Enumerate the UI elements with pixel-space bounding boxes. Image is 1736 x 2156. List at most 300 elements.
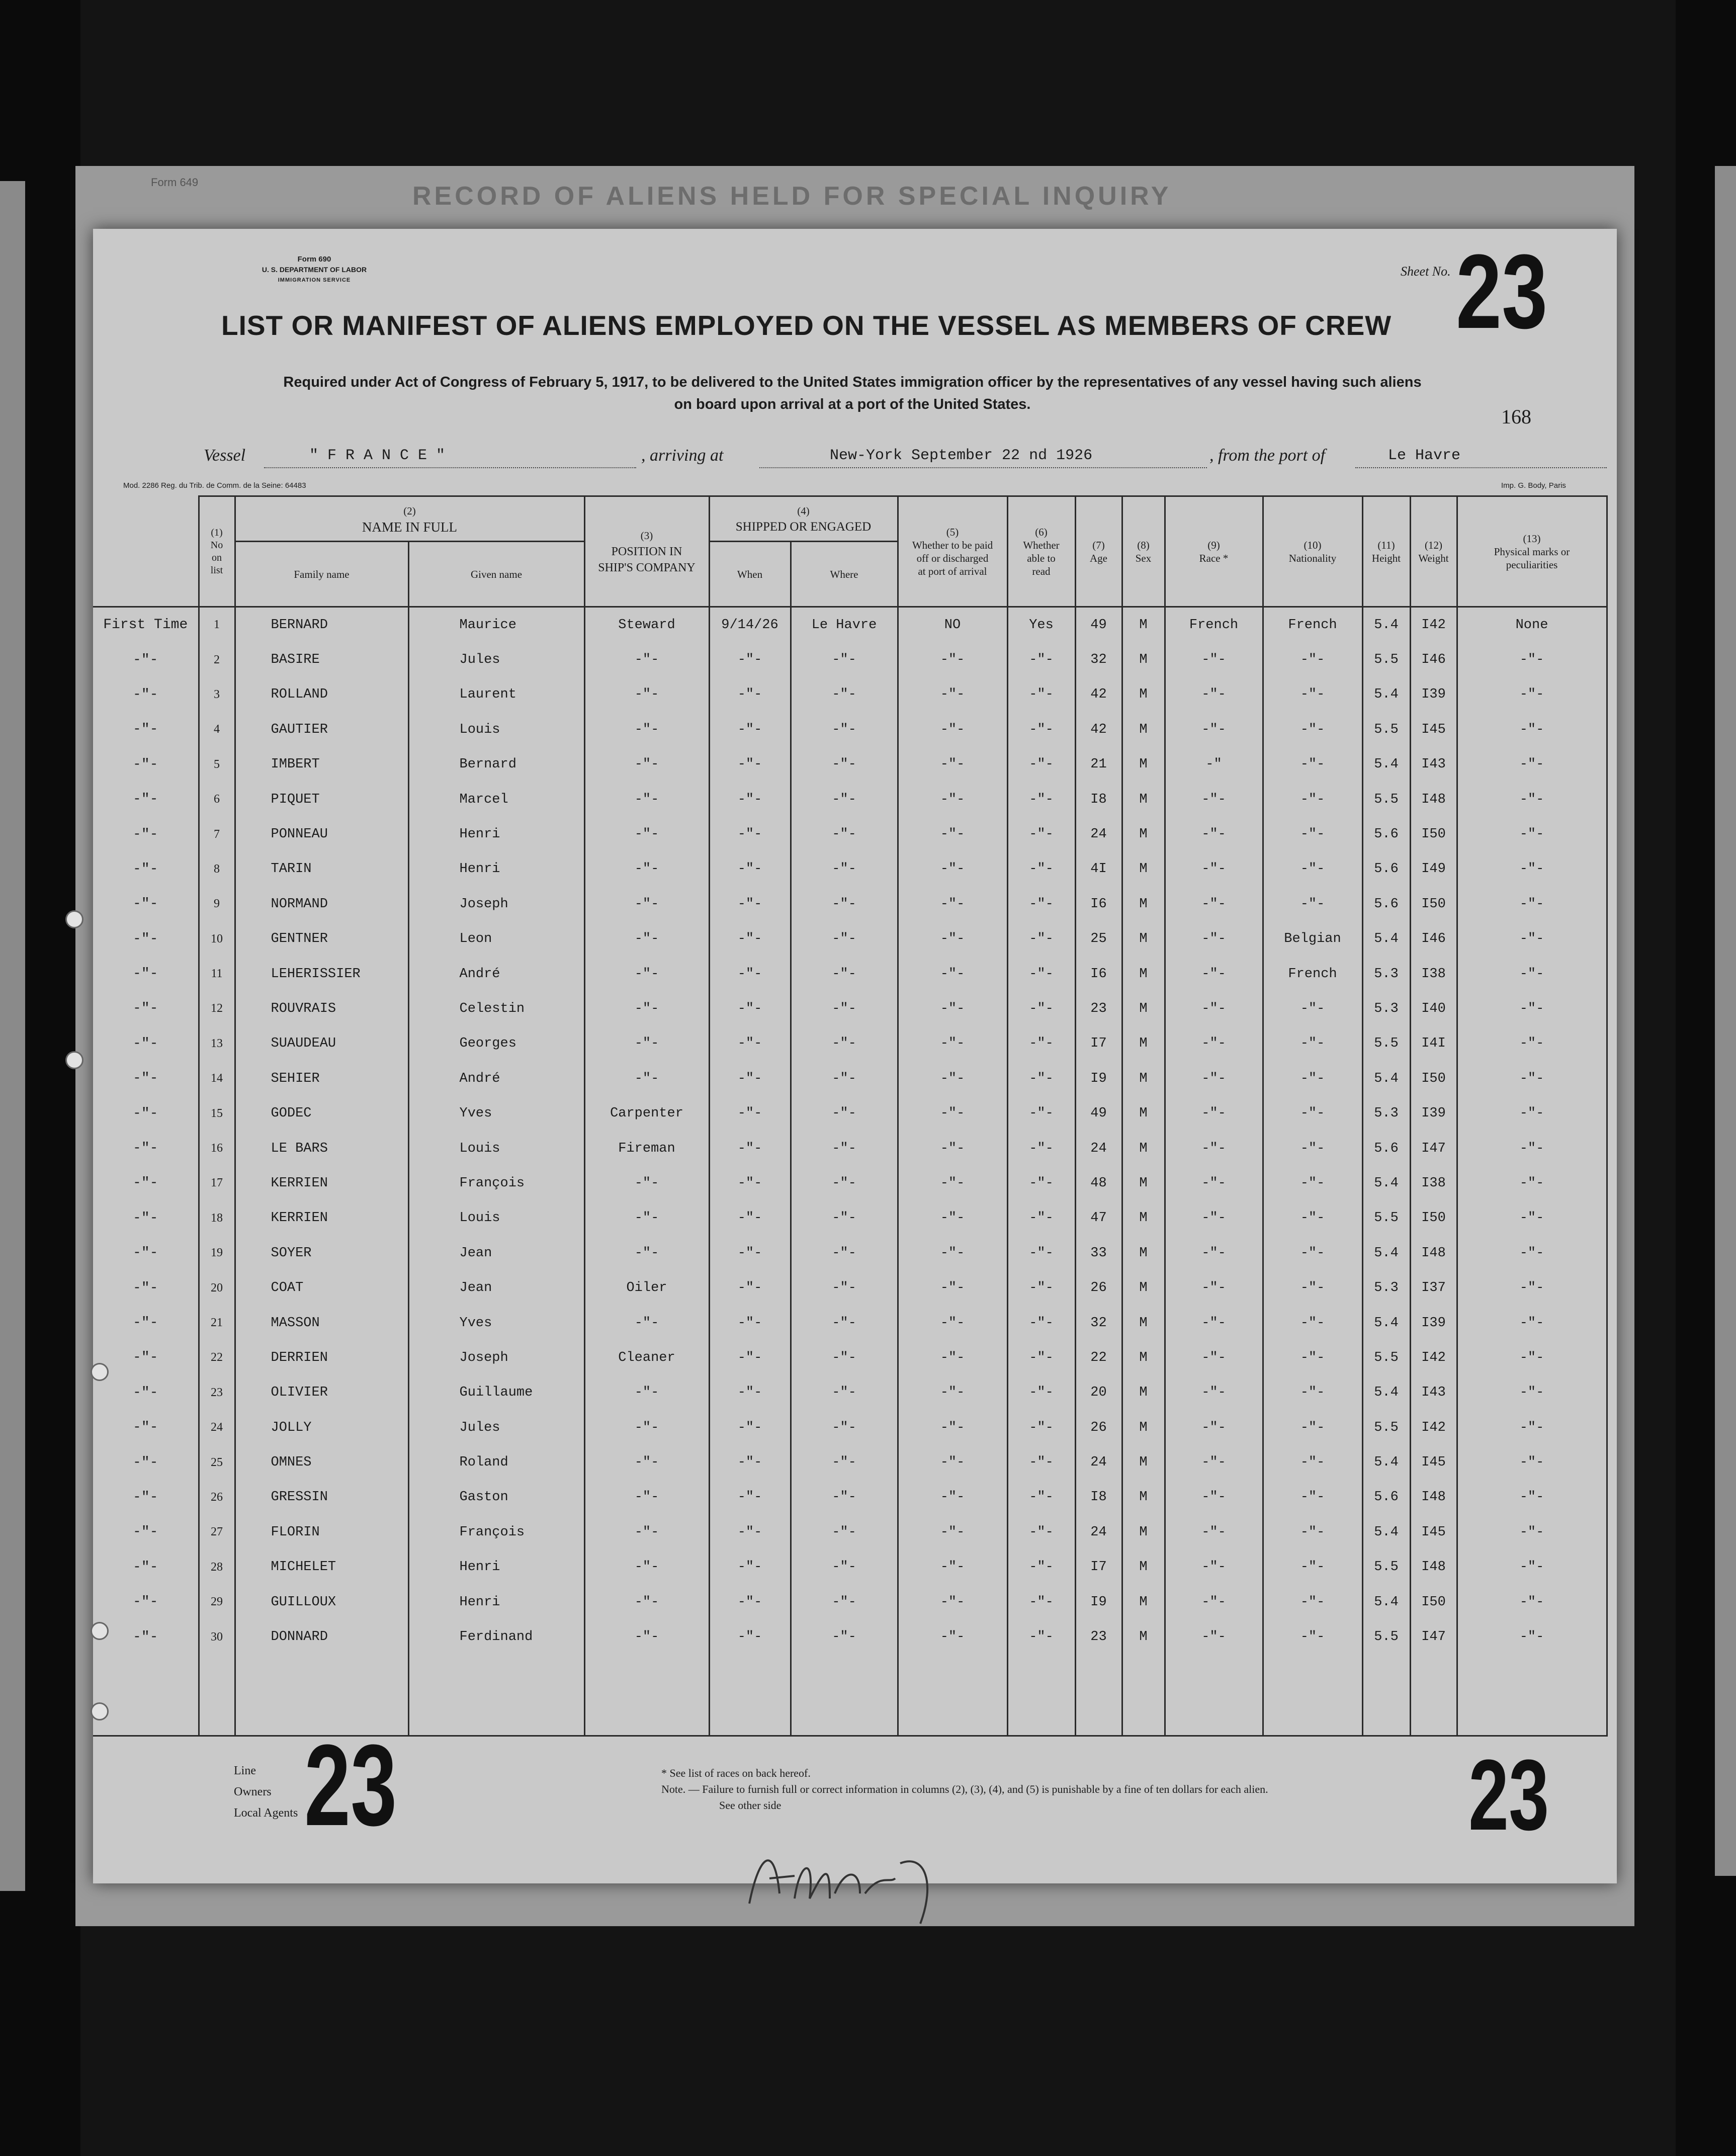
- cell-shipped-when: -"-: [709, 1619, 791, 1654]
- cell-family-name: IMBERT: [235, 747, 408, 782]
- table-row: [93, 1201, 1607, 1236]
- cell-list-number: 28: [199, 1550, 235, 1585]
- cell-family-name: NORMAND: [235, 887, 408, 921]
- cell-nationality: -"-: [1263, 1061, 1362, 1096]
- crew-table-wrapper: [93, 495, 1617, 1758]
- cell-shipped-where: -"-: [791, 1026, 898, 1061]
- cell-race: -"-: [1165, 922, 1263, 957]
- header-col-10: (10) Nationality: [1263, 496, 1362, 607]
- cell-family-name: GENTNER: [235, 922, 408, 957]
- cell-paid-off: -"-: [898, 817, 1007, 851]
- cell-given-name: Jean: [408, 1236, 584, 1270]
- vessel-name: " F R A N C E ": [309, 447, 446, 464]
- cell-list-number: 21: [199, 1306, 235, 1340]
- cell-list-number: 23: [199, 1375, 235, 1410]
- underlying-form-number: Form 649: [151, 176, 199, 189]
- cell-shipped-where: -"-: [791, 1340, 898, 1375]
- cell-shipped-where: -"-: [791, 1201, 898, 1236]
- table-row: [93, 817, 1607, 851]
- cell-height: 5.5: [1362, 782, 1410, 817]
- cell-given-name: Henri: [408, 817, 584, 851]
- table-row: [93, 1270, 1607, 1305]
- sheet-number-stamp-footer-left: 23: [304, 1720, 397, 1850]
- cell-weight: I46: [1410, 922, 1457, 957]
- table-row: [93, 1585, 1607, 1619]
- cell-given-name: Laurent: [408, 677, 584, 712]
- cell-race: -"-: [1165, 991, 1263, 1026]
- cell-position: -"-: [584, 852, 709, 887]
- cell-family-name: DONNARD: [235, 1619, 408, 1654]
- cell-sex: M: [1122, 1515, 1165, 1549]
- cell-paid-off: -"-: [898, 1166, 1007, 1200]
- cell-paid-off: -"-: [898, 1201, 1007, 1236]
- cell-age: 4I: [1075, 852, 1122, 887]
- cell-age: I8: [1075, 1480, 1122, 1515]
- cell-paid-off: -"-: [898, 1306, 1007, 1340]
- cell-physical-marks: -"-: [1457, 1410, 1607, 1445]
- cell-entry-status: -"-: [93, 852, 199, 887]
- cell-given-name: Jean: [408, 1270, 584, 1305]
- document-title: LIST OR MANIFEST OF ALIENS EMPLOYED ON THE VESSEL AS MEMBERS OF CREW: [221, 310, 1392, 341]
- cell-nationality: -"-: [1263, 1410, 1362, 1445]
- cell-sex: M: [1122, 817, 1165, 851]
- cell-family-name: PIQUET: [235, 782, 408, 817]
- cell-family-name: LE BARS: [235, 1131, 408, 1166]
- cell-race: -"-: [1165, 1306, 1263, 1340]
- cell-age: I7: [1075, 1026, 1122, 1061]
- cell-position: Fireman: [584, 1131, 709, 1166]
- cell-nationality: -"-: [1263, 1515, 1362, 1549]
- cell-nationality: -"-: [1263, 1236, 1362, 1270]
- cell-shipped-when: -"-: [709, 922, 791, 957]
- cell-entry-status: -"-: [93, 1061, 199, 1096]
- cell-family-name: SEHIER: [235, 1061, 408, 1096]
- cell-height: 5.6: [1362, 1131, 1410, 1166]
- cell-entry-status: -"-: [93, 991, 199, 1026]
- cell-shipped-where: Le Havre: [791, 607, 898, 643]
- cell-given-name: François: [408, 1515, 584, 1549]
- cell-race: -"-: [1165, 1236, 1263, 1270]
- cell-paid-off: NO: [898, 607, 1007, 643]
- table-row: [93, 1096, 1607, 1131]
- cell-position: -"-: [584, 642, 709, 677]
- cell-height: 5.6: [1362, 817, 1410, 851]
- cell-paid-off: -"-: [898, 1026, 1007, 1061]
- cell-nationality: -"-: [1263, 1619, 1362, 1654]
- cell-sex: M: [1122, 1306, 1165, 1340]
- table-row: [93, 1061, 1607, 1096]
- cell-entry-status: -"-: [93, 887, 199, 921]
- cell-position: -"-: [584, 712, 709, 747]
- cell-shipped-when: -"-: [709, 957, 791, 991]
- cell-shipped-where: -"-: [791, 782, 898, 817]
- cell-nationality: -"-: [1263, 817, 1362, 851]
- cell-sex: M: [1122, 1270, 1165, 1305]
- cell-given-name: Henri: [408, 1585, 584, 1619]
- cell-position: -"-: [584, 1585, 709, 1619]
- cell-list-number: 19: [199, 1236, 235, 1270]
- cell-list-number: 24: [199, 1410, 235, 1445]
- cell-race: -"-: [1165, 1410, 1263, 1445]
- table-row: [93, 852, 1607, 887]
- sheet-number-stamp: 23: [1456, 232, 1548, 351]
- cell-position: Carpenter: [584, 1096, 709, 1131]
- cell-entry-status: -"-: [93, 1026, 199, 1061]
- cell-entry-status: -"-: [93, 1131, 199, 1166]
- cell-able-to-read: -"-: [1007, 712, 1075, 747]
- cell-family-name: BASIRE: [235, 642, 408, 677]
- cell-given-name: Henri: [408, 1550, 584, 1585]
- cell-list-number: 20: [199, 1270, 235, 1305]
- cell-entry-status: -"-: [93, 1270, 199, 1305]
- cell-weight: I39: [1410, 1306, 1457, 1340]
- crew-table-body: [93, 607, 1607, 1736]
- sheet-label: Sheet No.: [1401, 264, 1451, 279]
- cell-family-name: OMNES: [235, 1445, 408, 1480]
- cell-given-name: François: [408, 1166, 584, 1200]
- cell-age: 21: [1075, 747, 1122, 782]
- cell-age: 24: [1075, 1515, 1122, 1549]
- cell-able-to-read: -"-: [1007, 747, 1075, 782]
- officer-signature: [739, 1823, 950, 1934]
- cell-sex: M: [1122, 922, 1165, 957]
- cell-physical-marks: -"-: [1457, 957, 1607, 991]
- cell-sex: M: [1122, 782, 1165, 817]
- table-row: [93, 887, 1607, 921]
- cell-position: -"-: [584, 782, 709, 817]
- cell-nationality: -"-: [1263, 1201, 1362, 1236]
- cell-age: 49: [1075, 1096, 1122, 1131]
- table-row: [93, 1445, 1607, 1480]
- cell-able-to-read: -"-: [1007, 817, 1075, 851]
- cell-height: 5.5: [1362, 712, 1410, 747]
- cell-position: -"-: [584, 1410, 709, 1445]
- cell-paid-off: -"-: [898, 782, 1007, 817]
- cell-age: 42: [1075, 677, 1122, 712]
- cell-sex: M: [1122, 957, 1165, 991]
- printer-registration: Mod. 2286 Reg. du Trib. de Comm. de la Seine: 64483: [123, 481, 306, 490]
- cell-able-to-read: -"-: [1007, 1445, 1075, 1480]
- cell-shipped-when: -"-: [709, 1026, 791, 1061]
- cell-shipped-where: -"-: [791, 887, 898, 921]
- cell-race: -"-: [1165, 1480, 1263, 1515]
- cell-able-to-read: -"-: [1007, 1515, 1075, 1549]
- cell-able-to-read: -"-: [1007, 1061, 1075, 1096]
- cell-shipped-when: -"-: [709, 1166, 791, 1200]
- cell-paid-off: -"-: [898, 1236, 1007, 1270]
- table-row: [93, 607, 1607, 643]
- cell-weight: I50: [1410, 887, 1457, 921]
- cell-sex: M: [1122, 1480, 1165, 1515]
- cell-shipped-when: -"-: [709, 1201, 791, 1236]
- cell-entry-status: -"-: [93, 1550, 199, 1585]
- cell-race: -"-: [1165, 1166, 1263, 1200]
- cell-height: 5.4: [1362, 1585, 1410, 1619]
- cell-shipped-where: -"-: [791, 1445, 898, 1480]
- cell-sex: M: [1122, 1026, 1165, 1061]
- cell-shipped-when: -"-: [709, 1061, 791, 1096]
- cell-physical-marks: -"-: [1457, 817, 1607, 851]
- cell-entry-status: -"-: [93, 1306, 199, 1340]
- table-row: [93, 1375, 1607, 1410]
- cell-paid-off: -"-: [898, 1375, 1007, 1410]
- cell-family-name: GRESSIN: [235, 1480, 408, 1515]
- cell-able-to-read: -"-: [1007, 1619, 1075, 1654]
- cell-given-name: Louis: [408, 1201, 584, 1236]
- footnotes: [661, 1765, 1466, 1814]
- cell-physical-marks: -"-: [1457, 1201, 1607, 1236]
- cell-shipped-where: -"-: [791, 677, 898, 712]
- service-name: IMMIGRATION SERVICE: [278, 277, 351, 283]
- cell-nationality: -"-: [1263, 1340, 1362, 1375]
- cell-list-number: 5: [199, 747, 235, 782]
- cell-weight: I37: [1410, 1270, 1457, 1305]
- cell-list-number: 26: [199, 1480, 235, 1515]
- cell-physical-marks: -"-: [1457, 887, 1607, 921]
- cell-family-name: SUAUDEAU: [235, 1026, 408, 1061]
- cell-race: French: [1165, 607, 1263, 643]
- cell-family-name: JOLLY: [235, 1410, 408, 1445]
- cell-paid-off: -"-: [898, 991, 1007, 1026]
- cell-nationality: -"-: [1263, 1306, 1362, 1340]
- table-row: [93, 1410, 1607, 1445]
- cell-weight: I40: [1410, 991, 1457, 1026]
- cell-weight: I39: [1410, 1096, 1457, 1131]
- cell-shipped-when: -"-: [709, 642, 791, 677]
- cell-sex: M: [1122, 677, 1165, 712]
- cell-shipped-when: -"-: [709, 1445, 791, 1480]
- cell-race: -"-: [1165, 957, 1263, 991]
- cell-position: -"-: [584, 1061, 709, 1096]
- cell-entry-status: -"-: [93, 782, 199, 817]
- cell-physical-marks: -"-: [1457, 1236, 1607, 1270]
- cell-given-name: André: [408, 1061, 584, 1096]
- cell-shipped-where: -"-: [791, 712, 898, 747]
- cell-race: -"-: [1165, 1026, 1263, 1061]
- cell-given-name: Marcel: [408, 782, 584, 817]
- races-footnote: * See list of races on back hereof.: [661, 1767, 811, 1779]
- cell-height: 5.6: [1362, 887, 1410, 921]
- cell-sex: M: [1122, 1340, 1165, 1375]
- cell-height: 5.5: [1362, 1026, 1410, 1061]
- cell-weight: I49: [1410, 852, 1457, 887]
- cell-family-name: MASSON: [235, 1306, 408, 1340]
- table-row: [93, 1480, 1607, 1515]
- cell-position: -"-: [584, 1026, 709, 1061]
- cell-position: -"-: [584, 1619, 709, 1654]
- cell-list-number: 1: [199, 607, 235, 643]
- cell-given-name: Louis: [408, 712, 584, 747]
- cell-list-number: 14: [199, 1061, 235, 1096]
- cell-shipped-where: -"-: [791, 852, 898, 887]
- cell-able-to-read: -"-: [1007, 887, 1075, 921]
- table-row: [93, 1166, 1607, 1200]
- table-row: [93, 1340, 1607, 1375]
- cell-shipped-when: -"-: [709, 1585, 791, 1619]
- cell-position: -"-: [584, 1445, 709, 1480]
- cell-sex: M: [1122, 747, 1165, 782]
- cell-position: -"-: [584, 991, 709, 1026]
- cell-physical-marks: -"-: [1457, 1515, 1607, 1549]
- cell-shipped-where: -"-: [791, 1061, 898, 1096]
- cell-height: 5.6: [1362, 852, 1410, 887]
- cell-able-to-read: -"-: [1007, 957, 1075, 991]
- cell-race: -"-: [1165, 852, 1263, 887]
- cell-nationality: French: [1263, 607, 1362, 643]
- cell-entry-status: First Time: [93, 607, 199, 643]
- cell-shipped-where: -"-: [791, 642, 898, 677]
- cell-able-to-read: -"-: [1007, 1480, 1075, 1515]
- cell-nationality: -"-: [1263, 642, 1362, 677]
- adjacent-page-left: [0, 181, 25, 1891]
- cell-height: 5.4: [1362, 1515, 1410, 1549]
- cell-nationality: -"-: [1263, 782, 1362, 817]
- cell-position: -"-: [584, 1515, 709, 1549]
- cell-sex: M: [1122, 1619, 1165, 1654]
- cell-shipped-when: -"-: [709, 782, 791, 817]
- cell-height: 5.4: [1362, 1166, 1410, 1200]
- cell-entry-status: -"-: [93, 922, 199, 957]
- cell-entry-status: -"-: [93, 817, 199, 851]
- cell-paid-off: -"-: [898, 957, 1007, 991]
- header-where: Where: [791, 542, 898, 607]
- table-row: [93, 747, 1607, 782]
- cell-physical-marks: -"-: [1457, 1270, 1607, 1305]
- cell-shipped-where: -"-: [791, 747, 898, 782]
- cell-race: -": [1165, 747, 1263, 782]
- cell-paid-off: -"-: [898, 1061, 1007, 1096]
- cell-age: 49: [1075, 607, 1122, 643]
- table-row: [93, 922, 1607, 957]
- footer-labels: [234, 1760, 298, 1824]
- cell-given-name: Georges: [408, 1026, 584, 1061]
- cell-age: 48: [1075, 1166, 1122, 1200]
- cell-physical-marks: -"-: [1457, 1340, 1607, 1375]
- table-row: [93, 1619, 1607, 1654]
- cell-given-name: Ferdinand: [408, 1619, 584, 1654]
- cell-given-name: Joseph: [408, 1340, 584, 1375]
- cell-physical-marks: -"-: [1457, 1131, 1607, 1166]
- header-col-8: (8) Sex: [1122, 496, 1165, 607]
- cell-height: 5.4: [1362, 677, 1410, 712]
- cell-physical-marks: -"-: [1457, 1375, 1607, 1410]
- cell-age: 42: [1075, 712, 1122, 747]
- cell-given-name: Celestin: [408, 991, 584, 1026]
- cell-physical-marks: -"-: [1457, 1585, 1607, 1619]
- cell-given-name: Leon: [408, 922, 584, 957]
- cell-nationality: -"-: [1263, 1550, 1362, 1585]
- cell-position: -"-: [584, 817, 709, 851]
- cell-entry-status: -"-: [93, 747, 199, 782]
- cell-weight: I43: [1410, 747, 1457, 782]
- cell-nationality: -"-: [1263, 747, 1362, 782]
- cell-weight: I42: [1410, 1340, 1457, 1375]
- cell-given-name: Bernard: [408, 747, 584, 782]
- cell-shipped-when: -"-: [709, 1515, 791, 1549]
- cell-shipped-where: -"-: [791, 1585, 898, 1619]
- cell-nationality: -"-: [1263, 1445, 1362, 1480]
- cell-able-to-read: -"-: [1007, 1201, 1075, 1236]
- cell-list-number: 30: [199, 1619, 235, 1654]
- cell-able-to-read: -"-: [1007, 677, 1075, 712]
- cell-paid-off: -"-: [898, 1340, 1007, 1375]
- cell-family-name: KERRIEN: [235, 1166, 408, 1200]
- cell-able-to-read: -"-: [1007, 1026, 1075, 1061]
- cell-race: -"-: [1165, 1201, 1263, 1236]
- header-col-12: (12) Weight: [1410, 496, 1457, 607]
- cell-family-name: OLIVIER: [235, 1375, 408, 1410]
- cell-shipped-where: -"-: [791, 1515, 898, 1549]
- cell-family-name: GODEC: [235, 1096, 408, 1131]
- cell-age: I6: [1075, 957, 1122, 991]
- cell-able-to-read: -"-: [1007, 1131, 1075, 1166]
- cell-entry-status: -"-: [93, 1096, 199, 1131]
- cell-age: I7: [1075, 1550, 1122, 1585]
- cell-entry-status: -"-: [93, 1340, 199, 1375]
- cell-height: 5.4: [1362, 1236, 1410, 1270]
- header-family-name: Family name: [235, 542, 408, 607]
- cell-nationality: French: [1263, 957, 1362, 991]
- cell-height: 5.4: [1362, 747, 1410, 782]
- cell-able-to-read: -"-: [1007, 1550, 1075, 1585]
- cell-list-number: 2: [199, 642, 235, 677]
- cell-shipped-when: -"-: [709, 852, 791, 887]
- cell-list-number: 27: [199, 1515, 235, 1549]
- crew-manifest-table: [93, 495, 1608, 1737]
- cell-list-number: 15: [199, 1096, 235, 1131]
- cell-shipped-where: -"-: [791, 1096, 898, 1131]
- cell-shipped-where: -"-: [791, 922, 898, 957]
- cell-age: 26: [1075, 1270, 1122, 1305]
- cell-shipped-where: -"-: [791, 1375, 898, 1410]
- cell-family-name: COAT: [235, 1270, 408, 1305]
- cell-height: 5.5: [1362, 1340, 1410, 1375]
- cell-shipped-where: -"-: [791, 1131, 898, 1166]
- document-subtitle: [168, 371, 1536, 415]
- punch-hole: [65, 910, 83, 928]
- cell-family-name: LEHERISSIER: [235, 957, 408, 991]
- cell-weight: I38: [1410, 957, 1457, 991]
- cell-given-name: Henri: [408, 852, 584, 887]
- cell-able-to-read: -"-: [1007, 1166, 1075, 1200]
- cell-race: -"-: [1165, 1131, 1263, 1166]
- cell-able-to-read: -"-: [1007, 1410, 1075, 1445]
- cell-physical-marks: -"-: [1457, 642, 1607, 677]
- cell-weight: I48: [1410, 1550, 1457, 1585]
- cell-position: Oiler: [584, 1270, 709, 1305]
- cell-nationality: -"-: [1263, 712, 1362, 747]
- cell-age: I9: [1075, 1061, 1122, 1096]
- cell-shipped-when: -"-: [709, 1236, 791, 1270]
- cell-height: 5.5: [1362, 642, 1410, 677]
- cell-able-to-read: -"-: [1007, 1236, 1075, 1270]
- cell-able-to-read: -"-: [1007, 1306, 1075, 1340]
- cell-race: -"-: [1165, 642, 1263, 677]
- cell-race: -"-: [1165, 887, 1263, 921]
- cell-position: -"-: [584, 887, 709, 921]
- table-row: [93, 677, 1607, 712]
- printer-name: Imp. G. Body, Paris: [1501, 481, 1566, 490]
- cell-race: -"-: [1165, 677, 1263, 712]
- cell-physical-marks: -"-: [1457, 1026, 1607, 1061]
- cell-nationality: -"-: [1263, 887, 1362, 921]
- cell-given-name: Maurice: [408, 607, 584, 643]
- cell-sex: M: [1122, 1236, 1165, 1270]
- cell-shipped-when: -"-: [709, 1340, 791, 1375]
- cell-given-name: Gaston: [408, 1480, 584, 1515]
- table-row: [93, 1236, 1607, 1270]
- table-row: [93, 782, 1607, 817]
